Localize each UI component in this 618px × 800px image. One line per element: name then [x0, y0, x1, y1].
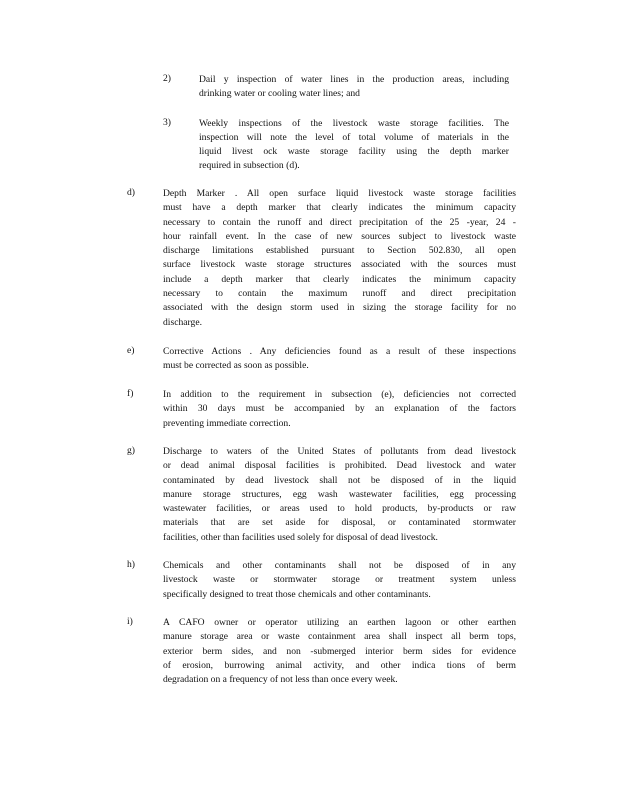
text-line: exterior berm sides, and non -submerged interior berm sides for evidence	[163, 645, 516, 657]
text-line: In addition to the requirement in subsection (e), deficiencies not corrected	[163, 389, 516, 400]
text-line: must have a depth marker that clearly indicates the minimum capacity	[163, 202, 516, 214]
text-line: Discharge to waters of the United States of pollutants from dead livestock	[163, 446, 516, 457]
text-line: contaminated by dead livestock shall not be disposed of in the liquid	[163, 474, 516, 486]
text-line: must be corrected as soon as possible.	[163, 360, 309, 372]
text-line: Chemicals and other contaminants shall not be disposed of in any	[163, 560, 516, 571]
text-line: required in subsection (d).	[199, 160, 300, 171]
text-line: manure storage area or waste containment area shall inspect all berm tops,	[163, 631, 516, 643]
item-text	[199, 73, 509, 101]
text-line: Dail y inspection of water lines in the production areas, including	[199, 74, 509, 85]
text-line: include a depth marker that clearly indicates the minimum capacity	[163, 273, 516, 285]
text-line: within 30 days must be accompanied by an explanation of the factors	[163, 403, 516, 415]
text-line: degradation on a frequency of not less than once every week.	[163, 674, 398, 686]
item-text	[163, 616, 516, 687]
text-line: manure storage structures, egg wash wastewater facilities, egg processing	[163, 488, 516, 500]
text-line: specifically designed to treat those chemicals and other contaminants.	[163, 588, 431, 600]
text-line: drinking water or cooling water lines; and	[199, 88, 360, 99]
text-line: of erosion, burrowing animal activity, and other indica tions of berm	[163, 659, 516, 671]
text-line: preventing immediate correction.	[163, 417, 291, 429]
text-line: discharge.	[163, 316, 202, 328]
text-line: necessary to contain the runoff and direct precipitation of the 25 -year, 24 -	[163, 216, 516, 228]
item-text	[163, 559, 516, 602]
text-line: wastewater facilities, or areas used to hold products, by-products or raw	[163, 503, 516, 515]
item-marker: 3)	[163, 117, 171, 128]
item-text	[163, 187, 516, 330]
text-line: facilities, other than facilities used solely for disposal of dead livestock.	[163, 531, 438, 543]
item-marker: e)	[127, 345, 135, 356]
text-line: materials that are set aside for disposal, or contaminated stormwater	[163, 517, 516, 529]
item-text	[163, 345, 516, 374]
item-marker: f)	[127, 388, 134, 399]
text-line: Corrective Actions . Any deficiencies found as a result of these inspections	[163, 346, 516, 357]
text-line: liquid livest ock waste storage facility using the depth marker	[199, 146, 509, 157]
item-marker: g)	[127, 445, 135, 456]
text-line: A CAFO owner or operator utilizing an earthen lagoon or other earthen	[163, 617, 516, 628]
text-line: hour rainfall event. In the case of new sources subject to livestock waste	[163, 230, 516, 242]
item-text	[163, 445, 516, 545]
item-marker: h)	[127, 559, 135, 570]
text-line: livestock waste or stormwater storage or treatment system unless	[163, 574, 516, 586]
item-text	[163, 388, 516, 431]
text-line: necessary to contain the maximum runoff and direct precipitation	[163, 288, 516, 300]
item-marker: d)	[127, 187, 135, 198]
item-text	[199, 117, 509, 173]
text-line: inspection will note the level of total volume of materials in the	[199, 132, 509, 143]
item-marker: i)	[127, 616, 133, 627]
text-line: Weekly inspections of the livestock waste storage facilities. The	[199, 118, 509, 129]
text-line: surface livestock waste storage structures associated with the sources must	[163, 259, 516, 271]
text-line: or dead animal disposal facilities is prohibited. Dead livestock and water	[163, 460, 516, 472]
text-line: Depth Marker . All open surface liquid livestock waste storage facilities	[163, 188, 516, 199]
item-marker: 2)	[163, 73, 171, 84]
text-line: discharge limitations established pursuant to Section 502.830, all open	[163, 245, 516, 257]
text-line: associated with the design storm used in sizing the storage facility for no	[163, 302, 516, 314]
